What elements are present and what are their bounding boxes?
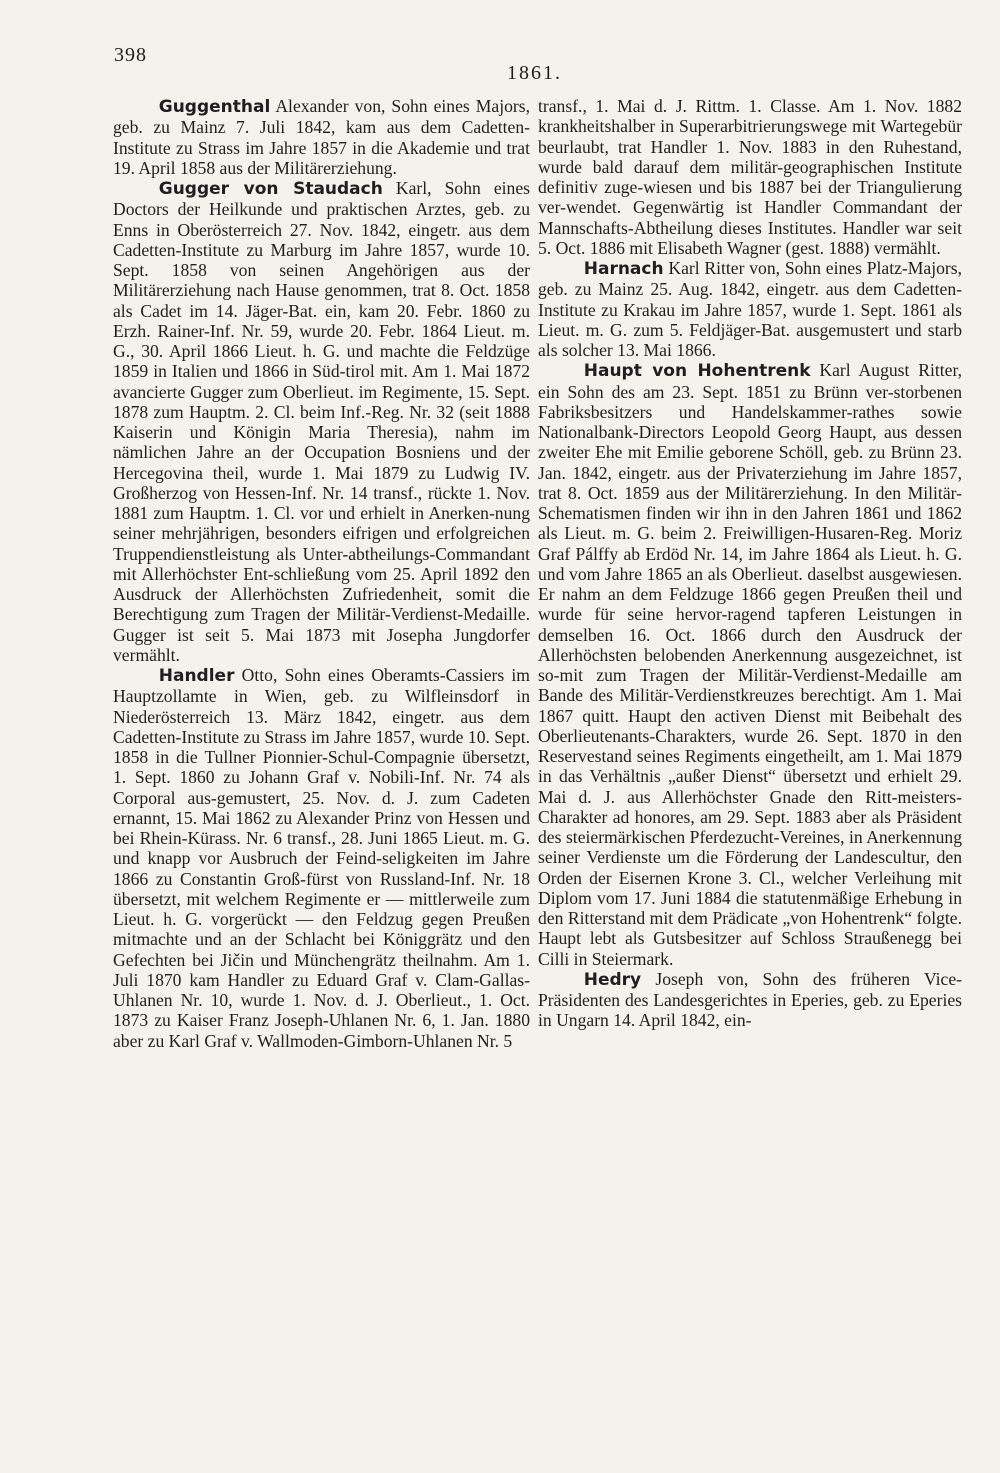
entry-handler — [113, 665, 530, 1051]
entry-text: Joseph von, Sohn des früheren Vice-Präsidenten des Landesgerichtes in Eperies, geb. zu Eperies in Ungarn 14. April 1842, ein- — [538, 968, 962, 1031]
page-number: 398 — [114, 44, 147, 66]
entry-name: Haupt von Hohentrenk — [583, 361, 811, 382]
entry-name: Gugger von Staudach — [158, 179, 383, 199]
entry-text: Karl August Ritter, ein Sohn des am 23. Sept. 1851 zu Brünn ver-storbenen Fabriksbesitzers und Handelskammer-rathes sowie Nationalbank-Directors Leopold Georg Haupt, aus dessen zweiter Ehe mit Emilie geborene Schöll, geb. zu Brünn 23. Jan. 1842, eingetr. aus der Privaterziehung im Jahre 1857, trat 8. Oct. 1859 aus der Militärerziehung. In den Militär-Schematismen finden wir ihn in den Jahren 1861 und 1862 als Lieut. m. G. beim 2. Freiwilligen-Husaren-Reg. Moriz Graf Pálffy ab Erdöd Nr. 14, im Jahre 1864 als Lieut. h. G. und vom Jahre 1865 an als Oberlieut. daselbst ausgewiesen. Er nahm an dem Feldzuge 1866 gegen Preußen theil und wurde für seine hervor-ragend tapferen Leistungen in demselben 16. Oct. 1866 durch den Ausdruck der Allerhöchsten belobenden Anerkennung ausgezeichnet, ist so-mit zum Tragen der Militär-Verdienst-Medaille am Bande des Militär-Verdienstkreuzes berechtigt. Am 1. Mai 1867 quitt. Haupt den activen Dienst mit Beibehalt des Oberlieutenants-Charakters, wurde 26. Sept. 1870 in den Reservestand seines Regiments eingetheilt, am 1. Mai 1879 in das Verhältnis „außer Dienst“ übersetzt und erhielt 29. Mai d. J. aus Allerhöchster Gnade den Ritt-meisters-Charakter ad honores, am 29. Sept. 1883 aber als Präsident des steiermärkischen Pferdezucht-Vereines, in Anerkennung seiner Verdienste um die Förderung der Landescultur, den Orden der Eisernen Krone 3. Cl., welcher Verleihung mit Diplom vom 17. Juni 1884 die statutenmäßige Erhebung in den Ritterstand mit dem Prädicate „von Hohentrenk“ folgte. Haupt lebt als Gutsbesitzer auf Schloss Straußenegg bei Cilli in Steiermark. — [538, 360, 963, 969]
entry-harnach — [538, 258, 962, 360]
right-column — [538, 96, 962, 1031]
entry-guggenthal — [113, 96, 530, 178]
entry-name: Handler — [158, 666, 235, 686]
page-header-year: 1861. — [507, 62, 562, 84]
entry-text: Alexander von, Sohn eines Majors, geb. zu Mainz 7. Juli 1842, kam aus dem Cadetten-Institute zu Strass im Jahre 1857 in die Akademie und trat 19. April 1858 aus der Militärerziehung. — [113, 96, 530, 178]
entry-text: Karl Ritter von, Sohn eines Platz-Majors, geb. zu Mainz 25. Aug. 1842, eingetr. aus dem Cadetten-Institute zu Krakau im Jahre 1857, wurde 1. Sept. 1861 als Lieut. m. G. zum 5. Feldjäger-Bat. ausgemustert und starb als solcher 13. Mai 1866. — [538, 258, 962, 360]
entry-haupt-von-hohentrenk — [538, 360, 962, 969]
left-column — [113, 96, 530, 1051]
entry-gugger-von-staudach — [113, 178, 530, 665]
entry-name: Guggenthal — [158, 97, 271, 117]
entry-text: Karl, Sohn eines Doctors der Heilkunde und praktischen Arztes, geb. zu Enns in Oberösterreich 27. Nov. 1842, eingetr. aus dem Cadetten-Institute zu Marburg im Jahre 1857, wurde 10. Sept. 1858 von seinen Angehörigen aus der Militärerziehung nach Hause genommen, trat 8. Oct. 1858 als Cadet im 14. Jäger-Bat. ein, kam 20. Febr. 1860 zu Erzh. Rainer-Inf. Nr. 59, wurde 20. Febr. 1864 Lieut. m. G., 30. April 1866 Lieut. h. G. und machte die Feldzüge 1859 in Italien und 1866 in Süd-tirol mit. Am 1. Mai 1872 avancierte Gugger zum Oberlieut. im Regimente, 15. Sept. 1878 zum Hauptm. 2. Cl. beim Inf.-Reg. Nr. 32 (seit 1888 Kaiserin und Königin Maria Theresia), nahm im nämlichen Jahre an der Occupation Bosniens und der Hercegovina theil, wurde 1. Mai 1879 zu Ludwig IV. Großherzog von Hessen-Inf. Nr. 14 transf., rückte 1. Nov. 1881 zum Hauptm. 1. Cl. vor und erhielt in Anerken-nung seiner mehrjährigen, besonders eifrigen und erfolgreichen Truppendienstleistung als Unter-abtheilungs-Commandant mit Allerhöchster Ent-schließung vom 25. April 1892 den Ausdruck der Allerhöchsten Zufriedenheit, somit die Berechtigung zum Tragen der Militär-Verdienst-Medaille. Gugger ist seit 5. Mai 1873 mit Josepha Jungdorfer vermählt. — [113, 178, 530, 665]
entry-handler-continuation: transf., 1. Mai d. J. Rittm. 1. Classe. Am 1. Nov. 1882 krankheitshalber in Superarbitrierungswege mit Wartegebür beurlaubt, trat Handler 1. Nov. 1883 in den Ruhestand, wurde bald darauf dem militär-geographischen Institute definitiv zuge-wiesen und bis 1887 bei der Triangulierung ver-wendet. Gegenwärtig ist Handler Commandant der Mannschafts-Abtheilung dieses Institutes. Handler war seit 5. Oct. 1886 mit Elisabeth Wagner (gest. 1888) vermählt. — [538, 96, 962, 258]
entry-name: Hedry — [583, 969, 642, 990]
entry-name: Harnach — [583, 259, 664, 279]
entry-hedry — [538, 969, 962, 1031]
entry-text: Otto, Sohn eines Oberamts-Cassiers im Hauptzollamte in Wien, geb. zu Wilfleinsdorf in Niederösterreich 13. März 1842, eingetr. aus dem Cadetten-Institute zu Strass im Jahre 1857, wurde 10. Sept. 1858 in die Tullner Pionnier-Schul-Compagnie übersetzt, 1. Sept. 1860 zu Johann Graf v. Nobili-Inf. Nr. 74 als Corporal aus-gemustert, 25. Nov. d. J. zum Cadeten ernannt, 15. Mai 1862 zu Alexander Prinz von Hessen und bei Rhein-Kürass. Nr. 6 transf., 28. Juni 1865 Lieut. m. G. und knapp vor Ausbruch der Feind-seligkeiten im Jahre 1866 zu Constantin Groß-fürst von Russland-Inf. Nr. 18 übersetzt, mit welchem Regimente er — mittlerweile zum Lieut. h. G. vorgerückt — den Feldzug gegen Preußen mitmachte und an der Schlacht bei Königgrätz und den Gefechten bei Jičin und Münchengrätz theilnahm. Am 1. Juli 1870 kam Handler zu Eduard Graf v. Clam-Gallas-Uhlanen Nr. 10, wurde 1. Nov. d. J. Oberlieut., 1. Oct. 1873 zu Kaiser Franz Joseph-Uhlanen Nr. 6, 1. Jan. 1880 aber zu Karl Graf v. Wallmoden-Gimborn-Uhlanen Nr. 5 — [113, 665, 530, 1051]
